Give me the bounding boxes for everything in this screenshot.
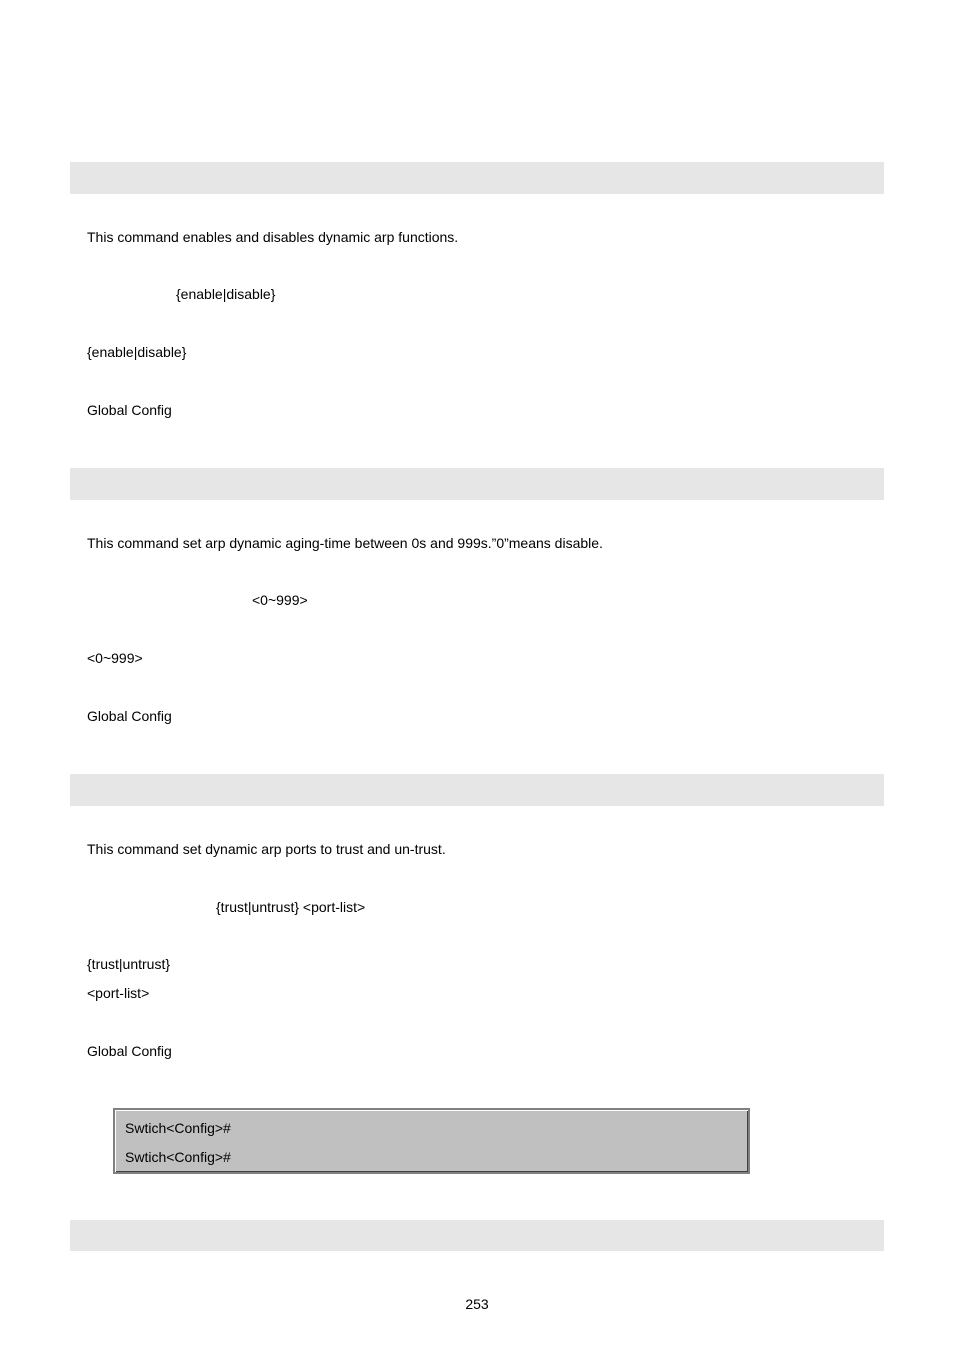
section-header-bar (70, 468, 884, 500)
section-description: This command set dynamic arp ports to trust and un-trust. (87, 841, 446, 857)
syntax-arguments: {enable|disable} (176, 286, 276, 302)
command-mode: Global Config (87, 1043, 172, 1059)
syntax-arguments: <0~999> (252, 592, 308, 608)
command-mode: Global Config (87, 402, 172, 418)
command-mode: Global Config (87, 708, 172, 724)
example-line: Swtich<Config># (125, 1149, 231, 1165)
page-number: 253 (465, 1296, 489, 1312)
syntax-arguments: {trust|untrust} <port-list> (216, 899, 366, 915)
parameter-name: {trust|untrust} (87, 956, 171, 972)
parameter-name: <0~999> (87, 650, 143, 666)
parameter-name: <port-list> (87, 985, 150, 1001)
section-header-bar (70, 1220, 884, 1251)
section-header-bar (70, 774, 884, 806)
section-header-bar (70, 162, 884, 194)
example-line: Swtich<Config># (125, 1120, 231, 1136)
parameter-name: {enable|disable} (87, 344, 187, 360)
section-description: This command set arp dynamic aging-time between 0s and 999s.”0”means disable. (87, 535, 603, 551)
section-description: This command enables and disables dynamic arp functions. (87, 229, 459, 245)
example-box (113, 1108, 750, 1174)
